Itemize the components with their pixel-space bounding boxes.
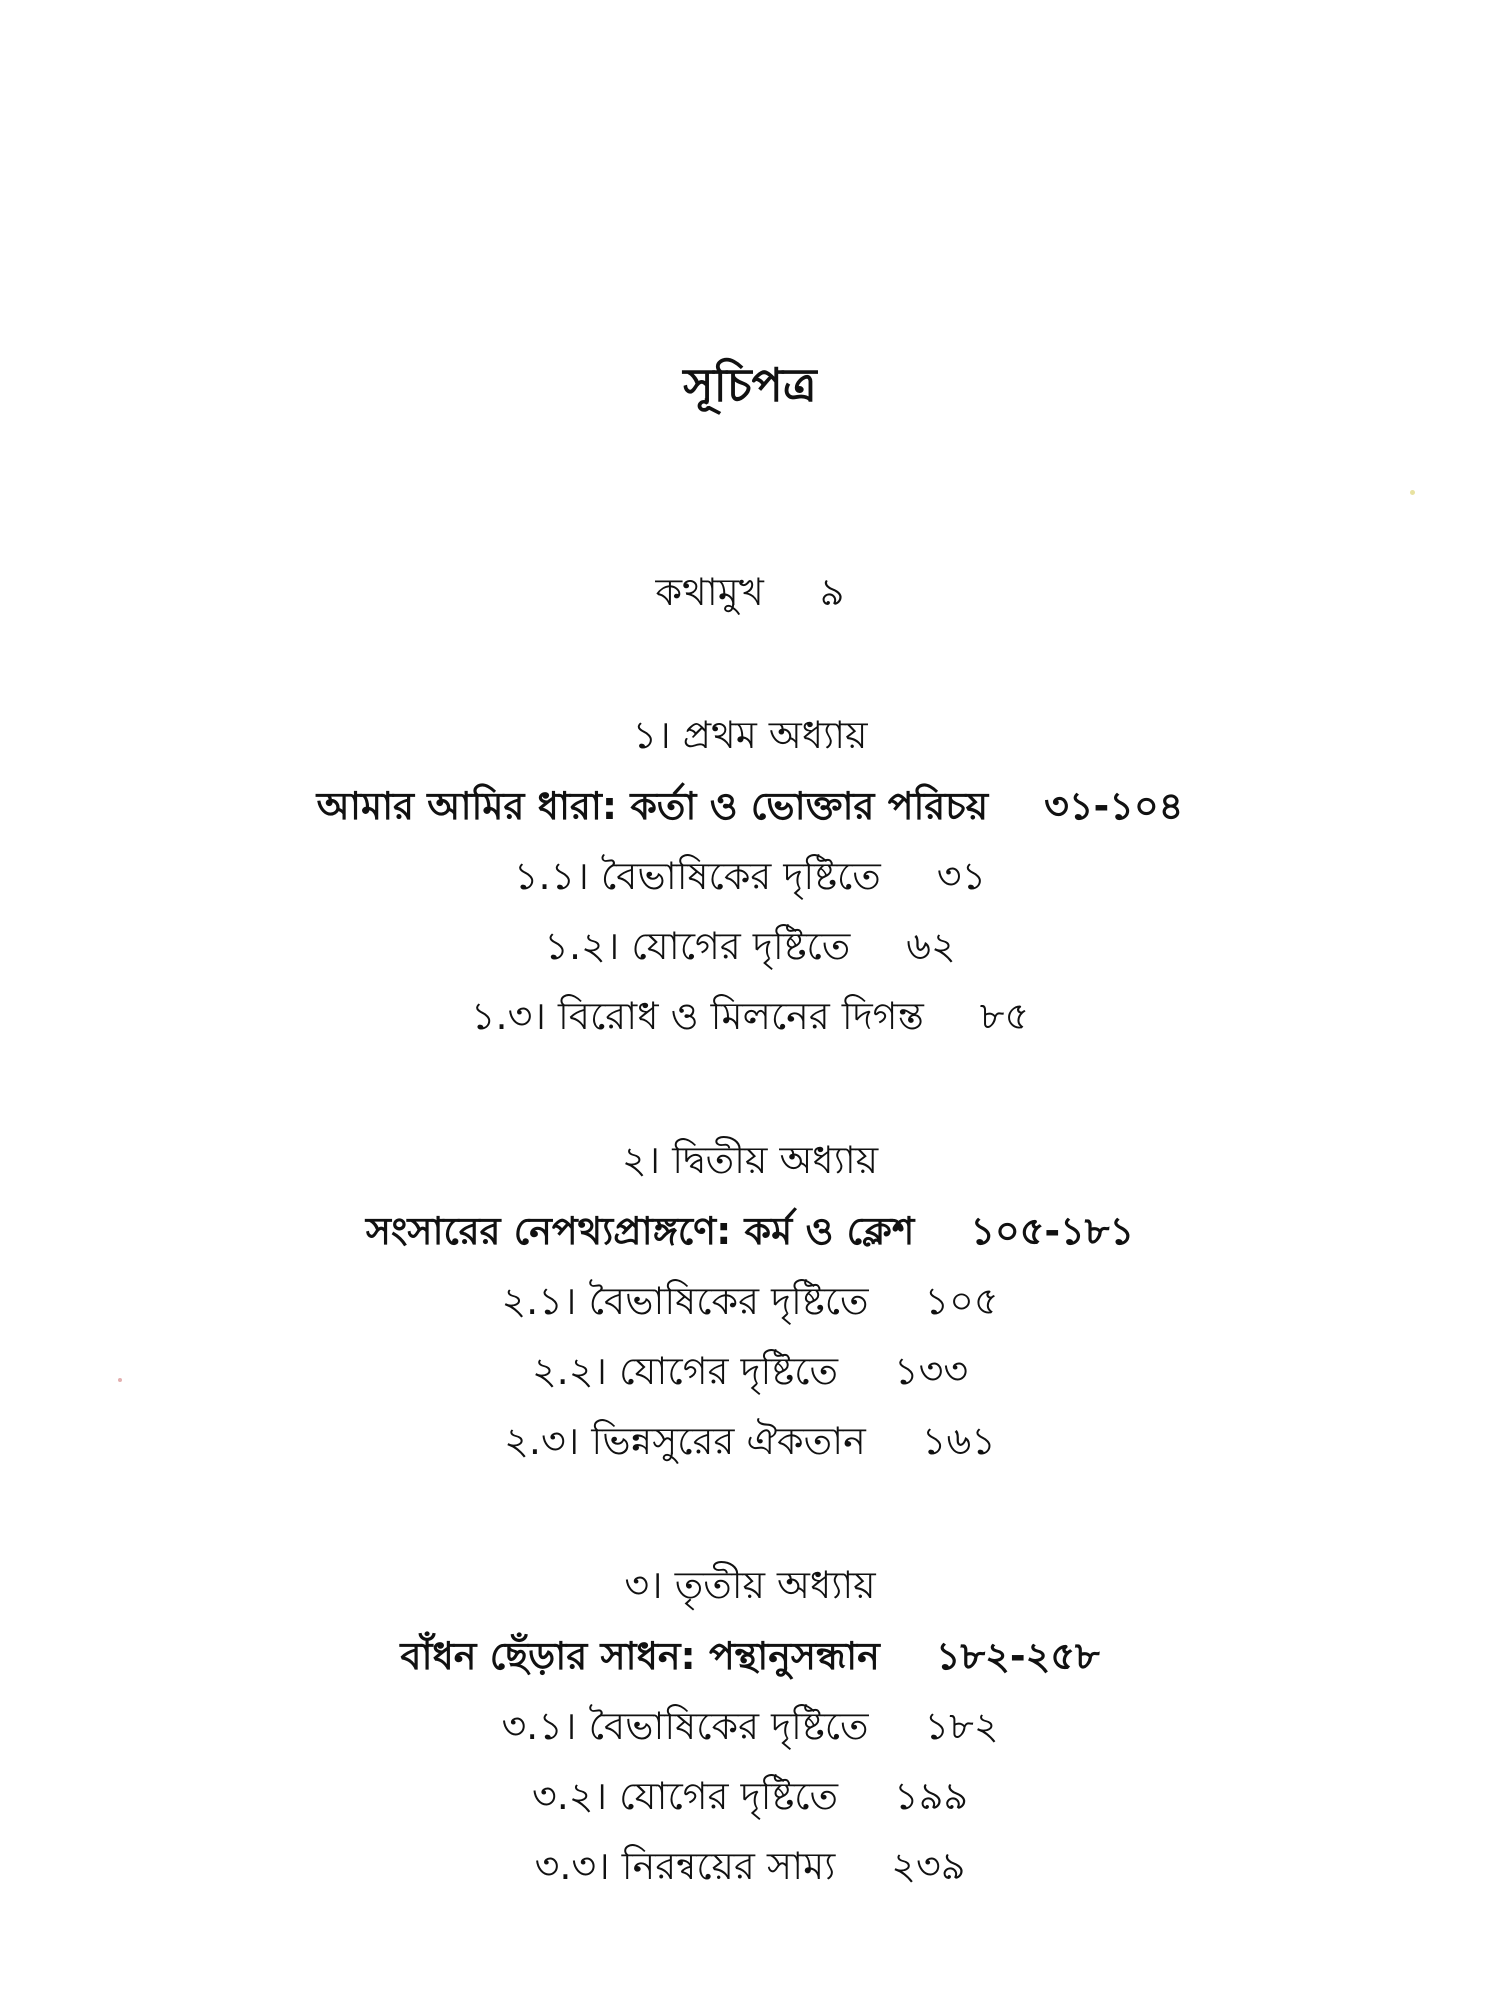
chapter-3-title-entry [0,1630,1500,1682]
chapter-1-title-entry [0,780,1500,832]
preface-label: কথামুখ [655,570,764,614]
section-1-1-entry [0,850,1500,902]
section-1-1-page: ৩১ [936,854,987,898]
section-2-1-label: ২.১। বৈভাষিকের দৃষ্টিতে [501,1279,869,1323]
preface-page: ৯ [819,570,845,614]
preface-entry [0,566,1500,618]
chapter-2-title-entry [0,1205,1500,1257]
section-2-2-label: ২.২। যোগের দৃষ্টিতে [531,1349,838,1393]
section-1-3-label: ১.৩। বিরোধ ও মিলনের দিগন্ত [470,994,924,1038]
chapter-2-pages: ১০৫-১৮১ [970,1209,1135,1253]
section-3-1-entry [0,1700,1500,1752]
chapter-3-number: ৩। তৃতীয় অধ্যায় [624,1563,876,1607]
section-2-3-label: ২.৩। ভিন্নসুরের ঐকতান [504,1419,866,1463]
chapter-3-pages: ১৮২-২৫৮ [935,1634,1100,1678]
chapter-2-number: ২। দ্বিতীয় অধ্যায় [621,1138,879,1182]
scan-speck [118,1378,122,1382]
section-1-1-label: ১.১। বৈভাষিকের দৃষ্টিতে [513,854,881,898]
chapter-1-title: আমার আমির ধারা: কর্তা ও ভোক্তার পরিচয় [316,784,989,828]
section-3-2-page: ১৯৯ [894,1774,969,1818]
section-3-1-label: ৩.১। বৈভাষিকের দৃষ্টিতে [501,1704,869,1748]
section-1-3-page: ৮৫ [979,994,1030,1038]
section-2-2-entry [0,1345,1500,1397]
section-3-2-entry [0,1770,1500,1822]
toc-heading: সূচিপত্র [683,358,817,412]
section-3-1-page: ১৮২ [924,1704,999,1748]
section-2-1-page: ১০৫ [924,1279,999,1323]
section-3-3-page: ২৩৯ [891,1844,966,1888]
chapter-3-title: বাঁধন ছেঁড়ার সাধন: পন্থানুসন্ধান [400,1634,880,1678]
section-2-2-page: ১৩৩ [893,1349,969,1393]
section-1-2-label: ১.২। যোগের দৃষ্টিতে [544,924,851,968]
section-2-3-entry [0,1415,1500,1467]
section-1-2-page: ৬২ [906,924,956,968]
scan-speck [1410,490,1415,495]
section-2-3-page: ১৬১ [921,1419,996,1463]
chapter-2-title: সংসারের নেপথ্যপ্রাঙ্গণে: কর্ম ও ক্লেশ [365,1209,915,1253]
section-3-2-label: ৩.২। যোগের দৃষ্টিতে [531,1774,839,1818]
section-3-3-label: ৩.৩। নিরন্বয়ের সাম্য [534,1844,836,1888]
section-3-3-entry [0,1840,1500,1892]
chapter-1-pages: ৩১-১০৪ [1044,784,1184,828]
section-1-3-entry [0,990,1500,1042]
section-1-2-entry [0,920,1500,972]
chapter-1-number: ১। প্রথম অধ্যায় [632,713,868,757]
section-2-1-entry [0,1275,1500,1327]
